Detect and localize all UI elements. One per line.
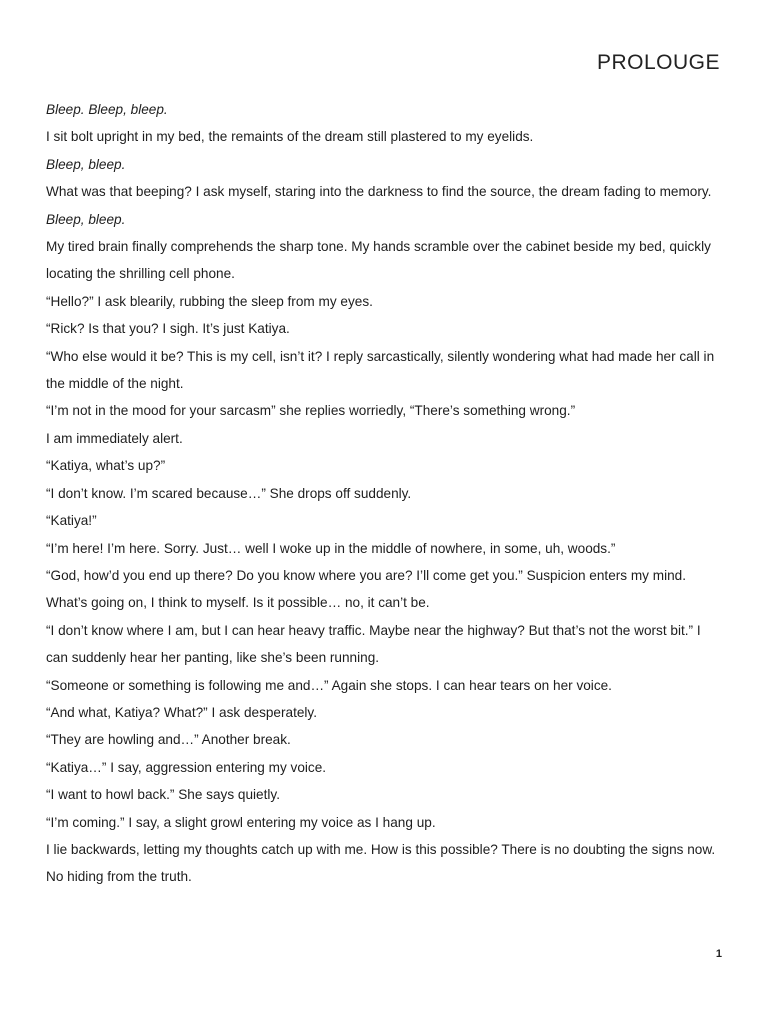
paragraph: “I want to howl back.” She says quietly. bbox=[46, 787, 280, 803]
paragraph: Bleep, bleep. bbox=[46, 156, 126, 172]
paragraph: “Someone or something is following me and…” Again she stops. I can hear tears on her voice. bbox=[46, 677, 612, 693]
paragraph: Bleep. Bleep, bleep. bbox=[46, 102, 168, 117]
paragraph: “Katiya!” bbox=[46, 513, 97, 529]
paragraph: My tired brain finally comprehends the sharp tone. My hands scramble over the cabinet beside my bed, quickly locating the shrilling cell phone. bbox=[46, 239, 711, 282]
page-number: 1 bbox=[715, 948, 722, 960]
paragraph: I am immediately alert. bbox=[46, 430, 183, 446]
paragraph: “God, how’d you end up there? Do you know where you are? I’ll come get you.” Suspicion enters my mind. What’s going on, I think to myself. Is it possible… no, it can’t be. bbox=[46, 567, 686, 611]
paragraph: “Katiya, what’s up?” bbox=[46, 458, 166, 474]
paragraph: What was that beeping? I ask myself, staring into the darkness to find the source, the dream fading to memory. bbox=[46, 184, 712, 200]
paragraph: “Rick? Is that you? I sigh. It’s just Katiya. bbox=[46, 321, 290, 337]
paragraph: Bleep, bleep. bbox=[46, 211, 126, 227]
paragraph: “They are howling and…” Another break. bbox=[46, 732, 291, 748]
paragraph: “Hello?” I ask blearily, rubbing the sleep from my eyes. bbox=[46, 293, 373, 309]
body-text bbox=[46, 96, 726, 891]
paragraph: I sit bolt upright in my bed, the remaints of the dream still plastered to my eyelids. bbox=[46, 129, 534, 145]
paragraph: “I’m here! I’m here. Sorry. Just… well I woke up in the middle of nowhere, in some, uh, woods.” bbox=[46, 540, 616, 556]
paragraph: “I don’t know. I’m scared because…” She drops off suddenly. bbox=[46, 485, 412, 501]
paragraph: “Who else would it be? This is my cell, isn’t it? I reply sarcastically, silently wondering what had made her call in the middle of the night. bbox=[46, 348, 715, 392]
paragraph: “I’m coming.” I say, a slight growl entering my voice as I hang up. bbox=[46, 814, 436, 830]
paragraph: “I’m not in the mood for your sarcasm” she replies worriedly, “There’s something wrong.” bbox=[46, 403, 576, 419]
paragraph: I lie backwards, letting my thoughts catch up with me. How is this possible? There is no doubting the signs now. No hiding from the truth. bbox=[46, 841, 716, 885]
paragraph: “And what, Katiya? What?” I ask desperately. bbox=[46, 704, 317, 720]
paragraph: “Katiya…” I say, aggression entering my voice. bbox=[46, 759, 327, 775]
chapter-title: PROLOUGE bbox=[596, 51, 720, 74]
paragraph: “I don’t know where I am, but I can hear heavy traffic. Maybe near the highway? But that’s not the worst bit.” I can suddenly hear her panting, like she’s been running. bbox=[46, 622, 701, 666]
